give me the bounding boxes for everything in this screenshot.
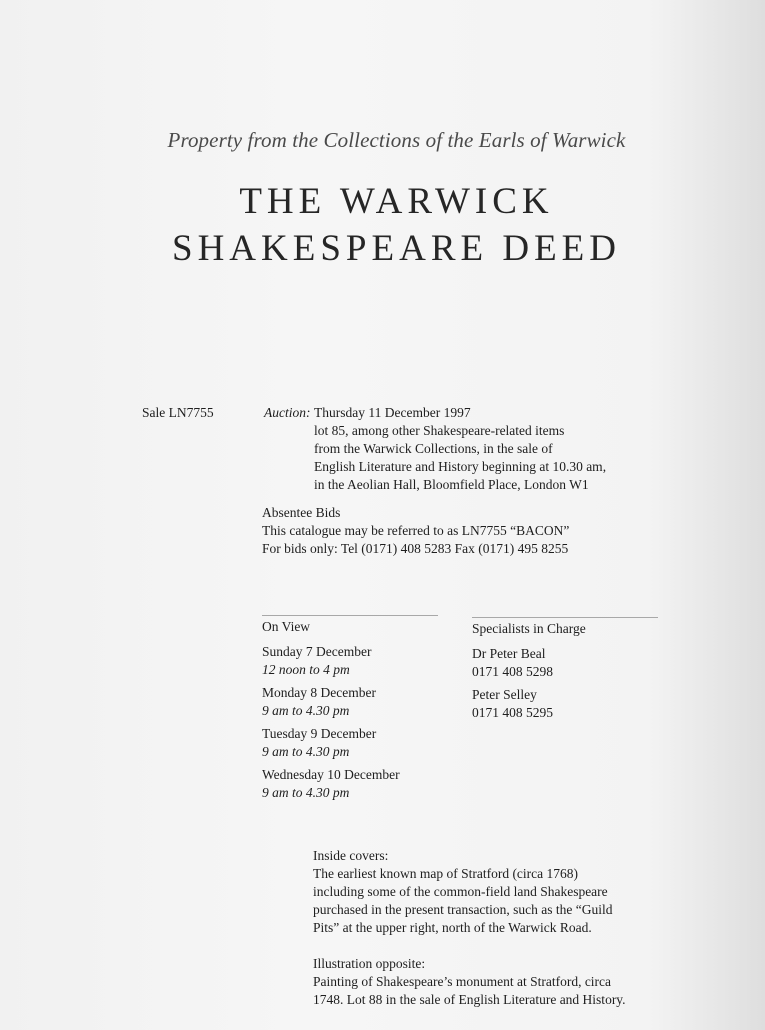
inside-covers-line: Pits” at the upper right, north of the Warwick Road. bbox=[313, 920, 592, 935]
specialist-phone: 0171 408 5298 bbox=[472, 664, 553, 679]
sale-number: Sale LN7755 bbox=[142, 405, 214, 420]
auction-label: Auction: bbox=[264, 405, 311, 420]
absentee-heading: Absentee Bids bbox=[262, 505, 341, 520]
specialist bbox=[472, 645, 672, 681]
viewing-date: Wednesday 10 December bbox=[262, 767, 400, 782]
inside-covers-line: The earliest known map of Stratford (circa 1768) bbox=[313, 866, 579, 881]
illustration-line: 1748. Lot 88 in the sale of English Literature and History. bbox=[313, 992, 626, 1007]
auction-line: Thursday 11 December 1997 bbox=[314, 405, 471, 420]
absentee-line: For bids only: Tel (0171) 408 5283 Fax (0171) 495 8255 bbox=[262, 541, 569, 556]
inside-covers-line: including some of the common-field land Shakespeare bbox=[313, 884, 608, 899]
auction-details bbox=[314, 404, 714, 494]
viewing-day bbox=[262, 684, 462, 720]
viewing-time: 12 noon to 4 pm bbox=[262, 662, 350, 677]
subtitle: Property from the Collections of the Earls of Warwick bbox=[167, 128, 626, 152]
viewing-day bbox=[262, 643, 462, 679]
specialists-section bbox=[472, 620, 672, 727]
viewing-time: 9 am to 4.30 pm bbox=[262, 703, 350, 718]
absentee-bids bbox=[262, 504, 682, 558]
auction-line: from the Warwick Collections, in the sale of bbox=[314, 441, 553, 456]
specialist-phone: 0171 408 5295 bbox=[472, 705, 553, 720]
divider-specialists bbox=[472, 617, 658, 618]
illustration-heading: Illustration opposite: bbox=[313, 956, 426, 971]
viewing-date: Tuesday 9 December bbox=[262, 726, 377, 741]
specialists-heading: Specialists in Charge bbox=[472, 621, 586, 636]
viewing-time: 9 am to 4.30 pm bbox=[262, 785, 350, 800]
specialist-name: Peter Selley bbox=[472, 687, 537, 702]
spacer bbox=[313, 937, 673, 955]
viewing-time: 9 am to 4.30 pm bbox=[262, 744, 350, 759]
divider-on-view bbox=[262, 615, 438, 616]
viewing-day bbox=[262, 725, 462, 761]
viewing-date: Sunday 7 December bbox=[262, 644, 372, 659]
viewing-day bbox=[262, 766, 462, 802]
illustration-notes bbox=[313, 847, 673, 1009]
title-line-1: THE WARWICK bbox=[239, 181, 554, 222]
on-view-heading: On View bbox=[262, 619, 311, 634]
illustration-line: Painting of Shakespeare’s monument at Stratford, circa bbox=[313, 974, 612, 989]
inside-covers-heading: Inside covers: bbox=[313, 848, 389, 863]
on-view-section bbox=[262, 618, 462, 807]
inside-covers-line: purchased in the present transaction, such as the “Guild bbox=[313, 902, 613, 917]
auction-line: lot 85, among other Shakespeare-related items bbox=[314, 423, 565, 438]
auction-line: English Literature and History beginning at 10.30 am, bbox=[314, 459, 607, 474]
specialist bbox=[472, 686, 672, 722]
specialist-name: Dr Peter Beal bbox=[472, 646, 546, 661]
title-line-2: SHAKESPEARE DEED bbox=[172, 228, 621, 269]
auction-line: in the Aeolian Hall, Bloomfield Place, London W1 bbox=[314, 477, 589, 492]
viewing-date: Monday 8 December bbox=[262, 685, 376, 700]
absentee-line: This catalogue may be referred to as LN7755 “BACON” bbox=[262, 523, 570, 538]
